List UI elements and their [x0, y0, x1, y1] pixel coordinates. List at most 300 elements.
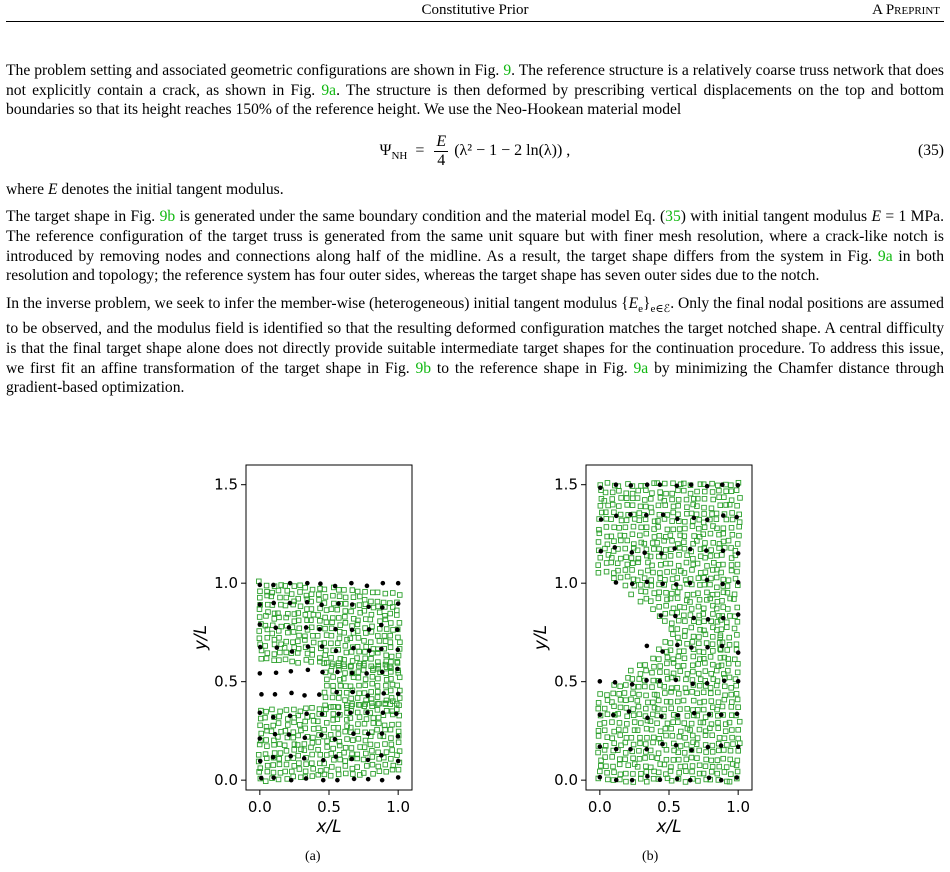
truss-node-marker: [395, 667, 400, 672]
page-header: [6, 0, 944, 20]
target-node-marker: [671, 510, 676, 515]
target-node-marker: [336, 732, 341, 737]
target-node-marker: [644, 531, 649, 536]
truss-node-marker: [706, 745, 711, 750]
truss-node-marker: [736, 679, 741, 684]
target-node-marker: [690, 690, 695, 695]
target-node-marker: [696, 779, 701, 784]
target-node-marker: [357, 683, 362, 688]
target-node-marker: [685, 505, 690, 510]
target-node-marker: [338, 683, 343, 688]
target-node-marker: [272, 611, 277, 616]
truss-node-marker: [720, 582, 725, 587]
truss-node-marker: [628, 747, 633, 752]
target-node-marker: [649, 505, 654, 510]
target-node-marker: [323, 695, 328, 700]
truss-node-marker: [365, 693, 370, 698]
target-node-marker: [714, 553, 719, 558]
target-node-marker: [345, 737, 350, 742]
target-node-marker: [256, 752, 261, 757]
target-node-marker: [272, 617, 277, 622]
target-node-marker: [688, 600, 693, 605]
target-node-marker: [651, 712, 656, 717]
target-node-marker: [298, 604, 303, 609]
target-node-marker: [638, 776, 643, 781]
target-node-marker: [650, 685, 655, 690]
truss-node-marker: [628, 512, 633, 517]
target-node-marker: [715, 592, 720, 597]
truss-node-marker: [644, 678, 649, 683]
truss-node-marker: [673, 614, 678, 619]
target-node-marker: [612, 741, 617, 746]
target-node-marker: [612, 539, 617, 544]
target-node-marker: [610, 755, 615, 760]
target-node-marker: [349, 696, 354, 701]
target-node-marker: [596, 700, 601, 705]
target-node-marker: [618, 512, 623, 517]
target-node-marker: [338, 757, 343, 762]
target-node-marker: [328, 773, 333, 778]
target-node-marker: [690, 568, 695, 573]
target-node-marker: [616, 727, 621, 732]
truss-node-marker: [736, 551, 741, 556]
truss-node-marker: [379, 623, 384, 628]
target-node-marker: [388, 727, 393, 732]
target-node-marker: [331, 684, 336, 689]
truss-node-marker: [612, 545, 617, 550]
target-node-marker: [721, 577, 726, 582]
target-node-marker: [690, 733, 695, 738]
target-node-marker: [265, 744, 270, 749]
target-node-marker: [368, 617, 373, 622]
truss-node-marker: [258, 583, 263, 588]
target-node-marker: [630, 503, 635, 508]
target-node-marker: [272, 742, 277, 747]
target-node-marker: [665, 655, 670, 660]
target-node-marker: [297, 767, 302, 772]
figure-ref-link[interactable]: 9a: [633, 359, 649, 377]
target-node-marker: [670, 491, 675, 496]
target-node-marker: [344, 650, 349, 655]
target-node-marker: [602, 721, 607, 726]
target-node-marker: [655, 756, 660, 761]
truss-node-marker: [380, 605, 385, 610]
truss-node-marker: [614, 580, 619, 585]
y-tick-label: 0.0: [214, 771, 238, 790]
truss-node-marker: [396, 601, 401, 606]
truss-node-marker: [380, 731, 385, 736]
target-node-marker: [671, 720, 676, 725]
target-node-marker: [271, 723, 276, 728]
target-node-marker: [349, 609, 354, 614]
truss-node-marker: [381, 691, 386, 696]
target-node-marker: [734, 692, 739, 697]
target-node-marker: [296, 639, 301, 644]
target-node-marker: [697, 683, 702, 688]
target-node-marker: [736, 748, 741, 753]
target-node-marker: [303, 769, 308, 774]
target-node-marker: [643, 706, 648, 711]
figure-ref-link[interactable]: 9a: [877, 247, 893, 265]
target-node-marker: [343, 614, 348, 619]
truss-node-marker: [674, 582, 679, 587]
target-node-marker: [677, 649, 682, 654]
truss-node-marker: [306, 644, 311, 649]
target-node-marker: [735, 670, 740, 675]
target-node-marker: [364, 717, 369, 722]
truss-node-marker: [675, 777, 680, 782]
target-node-marker: [669, 621, 674, 626]
target-node-marker: [689, 625, 694, 630]
target-node-marker: [361, 757, 366, 762]
truss-node-marker: [689, 482, 694, 487]
target-node-marker: [390, 682, 395, 687]
target-node-marker: [291, 630, 296, 635]
target-node-marker: [644, 726, 649, 731]
target-node-marker: [651, 735, 656, 740]
target-node-marker: [343, 643, 348, 648]
truss-node-marker: [707, 775, 712, 780]
target-node-marker: [355, 765, 360, 770]
target-node-marker: [630, 568, 635, 573]
target-node-marker: [618, 733, 623, 738]
truss-node-marker: [258, 622, 263, 627]
target-node-marker: [676, 691, 681, 696]
target-node-marker: [611, 691, 616, 696]
target-node-marker: [698, 571, 703, 576]
target-node-marker: [729, 692, 734, 697]
target-node-marker: [709, 576, 714, 581]
target-node-marker: [671, 632, 676, 637]
figure-ref-link[interactable]: 9a: [321, 81, 337, 99]
target-node-marker: [375, 743, 380, 748]
target-node-marker: [696, 604, 701, 609]
truss-node-marker: [691, 616, 696, 621]
target-node-marker: [612, 729, 617, 734]
truss-node-marker: [735, 712, 740, 717]
target-node-marker: [688, 491, 693, 496]
target-node-marker: [371, 772, 376, 777]
target-node-marker: [655, 540, 660, 545]
target-node-marker: [328, 733, 333, 738]
truss-node-marker: [366, 758, 371, 763]
figure-ref-link[interactable]: 9: [503, 62, 512, 79]
target-node-marker: [721, 526, 726, 531]
truss-node-marker: [645, 482, 650, 487]
target-node-marker: [681, 488, 686, 493]
target-node-marker: [623, 728, 628, 733]
target-node-marker: [734, 642, 739, 647]
target-node-marker: [678, 669, 683, 674]
target-node-marker: [682, 613, 687, 618]
target-node-marker: [303, 719, 308, 724]
x-tick-label: 0.0: [247, 798, 272, 816]
target-node-marker: [284, 708, 289, 713]
truss-node-marker: [366, 732, 371, 737]
target-node-marker: [292, 764, 297, 769]
target-node-marker: [624, 518, 629, 523]
target-node-marker: [698, 482, 703, 487]
target-node-marker: [606, 777, 611, 782]
target-node-marker: [729, 525, 734, 530]
target-node-marker: [711, 560, 716, 565]
target-node-marker: [610, 502, 615, 507]
target-node-marker: [271, 763, 276, 768]
truss-node-marker: [366, 777, 371, 782]
target-node-marker: [604, 569, 609, 574]
target-node-marker: [678, 707, 683, 712]
target-node-marker: [676, 563, 681, 568]
target-node-marker: [625, 574, 630, 579]
target-node-marker: [683, 764, 688, 769]
truss-node-marker: [630, 550, 635, 555]
target-node-marker: [396, 635, 401, 640]
target-node-marker: [263, 644, 268, 649]
target-node-marker: [383, 591, 388, 596]
target-node-marker: [668, 533, 673, 538]
target-node-marker: [609, 517, 614, 522]
target-node-marker: [682, 634, 687, 639]
truss-node-marker: [275, 645, 280, 650]
target-node-marker: [349, 746, 354, 751]
target-node-marker: [289, 592, 294, 597]
target-node-marker: [729, 685, 734, 690]
target-node-marker: [292, 748, 297, 753]
target-node-marker: [657, 604, 662, 609]
target-node-marker: [364, 631, 369, 636]
target-node-marker: [672, 569, 677, 574]
truss-node-marker: [707, 712, 712, 717]
target-node-marker: [322, 690, 327, 695]
truss-node-marker: [271, 601, 276, 606]
target-node-marker: [397, 675, 402, 680]
target-node-marker: [370, 681, 375, 686]
target-node-marker: [649, 727, 654, 732]
target-node-marker: [617, 526, 622, 531]
target-node-marker: [697, 635, 702, 640]
target-node-marker: [325, 677, 330, 682]
truss-node-marker: [271, 775, 276, 780]
truss-node-marker: [258, 710, 263, 715]
truss-node-marker: [598, 744, 603, 749]
target-node-marker: [710, 733, 715, 738]
target-node-marker: [701, 606, 706, 611]
target-node-marker: [724, 620, 729, 625]
target-node-marker: [721, 605, 726, 610]
target-node-marker: [296, 733, 301, 738]
target-node-marker: [685, 641, 690, 646]
target-node-marker: [718, 503, 723, 508]
target-node-marker: [292, 584, 297, 589]
target-node-marker: [652, 664, 657, 669]
target-node-marker: [735, 697, 740, 702]
truss-node-marker: [598, 775, 603, 780]
target-node-marker: [324, 753, 329, 758]
target-node-marker: [304, 658, 309, 663]
truss-node-marker: [659, 551, 664, 556]
truss-node-marker: [736, 580, 741, 585]
target-node-marker: [676, 512, 681, 517]
target-node-marker: [329, 656, 334, 661]
target-node-marker: [355, 696, 360, 701]
target-node-marker: [705, 564, 710, 569]
target-node-marker: [605, 481, 610, 486]
target-node-marker: [724, 517, 729, 522]
target-node-marker: [678, 744, 683, 749]
target-node-marker: [726, 538, 731, 543]
target-node-marker: [375, 590, 380, 595]
running-title: Constitutive Prior: [421, 2, 529, 18]
target-node-marker: [369, 599, 374, 604]
paragraph-2: where E denotes the initial tangent modulus.: [6, 180, 284, 198]
target-node-marker: [639, 540, 644, 545]
target-node-marker: [317, 592, 322, 597]
target-node-marker: [643, 504, 648, 509]
target-node-marker: [316, 740, 321, 745]
target-node-marker: [343, 745, 348, 750]
truss-node-marker: [321, 778, 326, 783]
truss-node-marker: [349, 581, 354, 586]
target-node-marker: [705, 598, 710, 603]
target-node-marker: [284, 762, 289, 767]
truss-node-marker: [348, 710, 353, 715]
truss-node-marker: [734, 515, 739, 520]
target-node-marker: [671, 527, 676, 532]
target-node-marker: [376, 676, 381, 681]
target-node-marker: [389, 757, 394, 762]
target-node-marker: [310, 741, 315, 746]
target-node-marker: [375, 727, 380, 732]
target-node-marker: [669, 726, 674, 731]
truss-node-marker: [396, 759, 401, 764]
target-node-marker: [649, 755, 654, 760]
target-node-marker: [703, 764, 708, 769]
target-node-marker: [605, 712, 610, 717]
target-node-marker: [329, 765, 334, 770]
target-node-marker: [715, 758, 720, 763]
truss-node-marker: [304, 625, 309, 630]
figure-ref-link[interactable]: 9b: [415, 359, 432, 377]
target-node-marker: [658, 490, 663, 495]
target-node-marker: [663, 577, 668, 582]
target-node-marker: [278, 751, 283, 756]
target-node-marker: [292, 645, 297, 650]
truss-node-marker: [705, 578, 710, 583]
target-node-marker: [285, 777, 290, 782]
target-node-marker: [697, 620, 702, 625]
body-text: [6, 61, 944, 406]
target-node-marker: [624, 736, 629, 741]
target-node-marker: [690, 524, 695, 529]
figure-ref-link[interactable]: 35: [665, 208, 681, 226]
target-node-marker: [688, 577, 693, 582]
truss-node-marker: [688, 581, 693, 586]
target-node-marker: [709, 671, 714, 676]
target-node-marker: [682, 546, 687, 551]
truss-node-marker: [721, 548, 726, 553]
target-node-marker: [322, 728, 327, 733]
target-node-marker: [697, 748, 702, 753]
target-node-marker: [690, 764, 695, 769]
target-node-marker: [291, 735, 296, 740]
target-node-marker: [722, 736, 727, 741]
target-node-marker: [709, 548, 714, 553]
target-node-marker: [371, 721, 376, 726]
target-node-marker: [637, 712, 642, 717]
target-node-marker: [652, 547, 657, 552]
target-node-marker: [728, 757, 733, 762]
target-node-marker: [390, 748, 395, 753]
target-node-marker: [632, 517, 637, 522]
target-node-marker: [337, 630, 342, 635]
target-node-marker: [637, 692, 642, 697]
truss-node-marker: [335, 778, 340, 783]
target-node-marker: [396, 653, 401, 658]
target-node-marker: [658, 576, 663, 581]
target-node-marker: [258, 595, 263, 600]
target-node-marker: [265, 763, 270, 768]
target-node-marker: [624, 771, 629, 776]
target-node-marker: [651, 656, 656, 661]
y-tick-label: 1.0: [214, 574, 238, 593]
target-node-marker: [272, 658, 277, 663]
target-node-marker: [331, 593, 336, 598]
target-node-marker: [612, 770, 617, 775]
target-node-marker: [629, 556, 634, 561]
target-node-marker: [677, 605, 682, 610]
target-node-marker: [292, 720, 297, 725]
target-node-marker: [390, 722, 395, 727]
target-node-marker: [375, 689, 380, 694]
target-node-marker: [343, 771, 348, 776]
truss-node-marker: [288, 581, 293, 586]
target-node-marker: [656, 751, 661, 756]
truss-node-marker: [721, 513, 726, 518]
target-node-marker: [644, 770, 649, 775]
target-node-marker: [397, 621, 402, 626]
truss-node-marker: [334, 649, 339, 654]
target-node-marker: [618, 575, 623, 580]
target-node-marker: [736, 736, 741, 741]
target-node-marker: [643, 498, 648, 503]
target-node-marker: [304, 762, 309, 767]
figure-ref-link[interactable]: 9b: [159, 208, 176, 226]
target-node-marker: [623, 751, 628, 756]
target-node-marker: [695, 736, 700, 741]
target-node-marker: [671, 504, 676, 509]
target-node-marker: [676, 503, 681, 508]
target-node-marker: [717, 488, 722, 493]
target-node-marker: [317, 598, 322, 603]
truss-node-marker: [676, 713, 681, 718]
target-node-marker: [388, 611, 393, 616]
target-node-marker: [362, 639, 367, 644]
target-node-marker: [329, 626, 334, 631]
target-node-marker: [705, 590, 710, 595]
target-node-marker: [683, 780, 688, 785]
truss-node-marker: [350, 671, 355, 676]
target-node-marker: [690, 769, 695, 774]
target-node-marker: [278, 771, 283, 776]
target-node-marker: [651, 740, 656, 745]
truss-node-marker: [630, 682, 635, 687]
target-node-marker: [365, 764, 370, 769]
target-node-marker: [637, 757, 642, 762]
y-tick-label: 0.5: [554, 672, 578, 691]
target-node-marker: [277, 714, 282, 719]
target-node-marker: [384, 653, 389, 658]
target-node-marker: [684, 497, 689, 502]
